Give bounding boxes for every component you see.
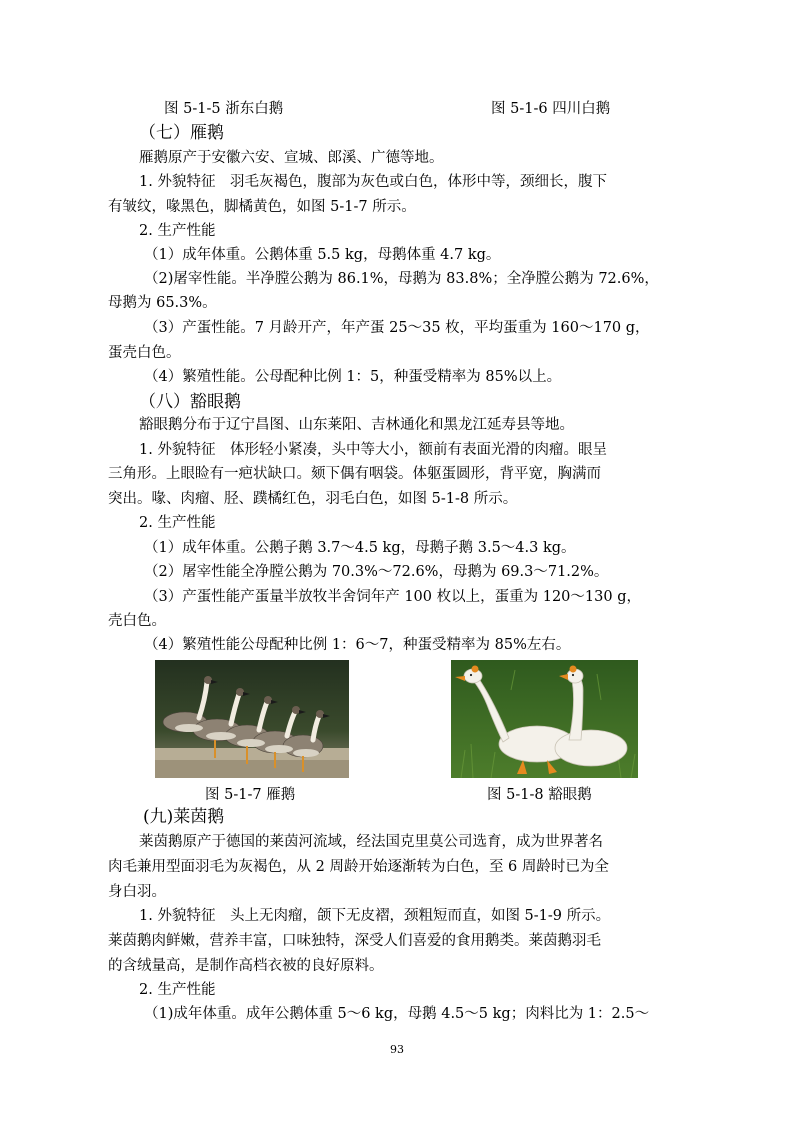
subheading: 2. 生产性能 bbox=[139, 515, 216, 531]
paragraph-line: （2)屠宰性能。半净膛公鹅为 86.1%，母鹅为 83.8%；全净膛公鹅为 72.6%， bbox=[144, 271, 659, 287]
paragraph-line: （2）屠宰性能全净膛公鹅为 70.3%～72.6%，母鹅为 69.3～71.2%。 bbox=[144, 564, 609, 580]
page-number: 93 bbox=[390, 1043, 404, 1056]
subheading: 2. 生产性能 bbox=[139, 223, 216, 239]
paragraph-line: （1）成年体重。公鹅体重 5.5 kg，母鹅体重 4.7 kg。 bbox=[144, 247, 501, 263]
paragraph-line: （4）繁殖性能。公母配种比例 1：5，种蛋受精率为 85%以上。 bbox=[144, 369, 562, 385]
paragraph-line: 莱茵鹅肉鲜嫩，营养丰富，口味独特，深受人们喜爱的食用鹅类。莱茵鹅羽毛 bbox=[108, 933, 601, 949]
section-heading-yan-goose: （七）雁鹅 bbox=[139, 123, 224, 143]
paragraph-line: 母鹅为 65.3%。 bbox=[108, 295, 217, 311]
paragraph-line: 三角形。上眼睑有一疤状缺口。颏下偶有咽袋。体躯蛋圆形，背平宽，胸满而 bbox=[108, 466, 601, 482]
paragraph-line: （3）产蛋性能产蛋量半放牧半舍饲年产 100 枚以上，蛋重为 120～130 g， bbox=[144, 589, 641, 605]
figure-caption-5-1-8: 图 5-1-8 豁眼鹅 bbox=[487, 787, 592, 803]
paragraph-line: 壳白色。 bbox=[108, 613, 166, 629]
section-heading-rhine-goose: (九)莱茵鹅 bbox=[143, 807, 225, 827]
paragraph-line: 蛋壳白色。 bbox=[108, 345, 181, 361]
paragraph-line: 莱茵鹅原产于德国的莱茵河流域，经法国克里莫公司选育，成为世界著名 bbox=[139, 834, 603, 850]
paragraph-line: （4）繁殖性能公母配种比例 1：6～7，种蛋受精率为 85%左右。 bbox=[144, 637, 571, 653]
paragraph-line: 1. 外貌特征 羽毛灰褐色，腹部为灰色或白色，体形中等，颈细长，腹下 bbox=[139, 174, 607, 190]
paragraph-line: 1. 外貌特征 头上无肉瘤，颌下无皮褶，颈粗短而直，如图 5-1-9 所示。 bbox=[139, 908, 611, 924]
paragraph-line: （1）成年体重。公鹅子鹅 3.7～4.5 kg，母鹅子鹅 3.5～4.3 kg。 bbox=[144, 540, 576, 556]
paragraph-line: 豁眼鹅分布于辽宁昌图、山东莱阳、吉林通化和黑龙江延寿县等地。 bbox=[139, 417, 574, 433]
figure-caption-5-1-5: 图 5-1-5 浙东白鹅 bbox=[164, 101, 284, 117]
paragraph-line: 有皱纹，喙黑色，脚橘黄色，如图 5-1-7 所示。 bbox=[108, 199, 416, 215]
figure-caption-5-1-7: 图 5-1-7 雁鹅 bbox=[205, 787, 296, 803]
yan-goose-photo bbox=[155, 660, 349, 778]
paragraph-line: 雁鹅原产于安徽六安、宣城、郎溪、广德等地。 bbox=[139, 150, 444, 166]
paragraph-line: （1)成年体重。成年公鹅体重 5～6 kg，母鹅 4.5～5 kg；肉料比为 1：2.5～ bbox=[144, 1006, 650, 1022]
section-heading-huoyan-goose: （八）豁眼鹅 bbox=[139, 392, 241, 412]
paragraph-line: （3）产蛋性能。7 月龄开产，年产蛋 25～35 枚，平均蛋重为 160～170 g， bbox=[144, 320, 650, 336]
paragraph-line: 肉毛兼用型面羽毛为灰褐色，从 2 周龄开始逐渐转为白色，至 6 周龄时已为全 bbox=[108, 859, 609, 875]
paragraph-line: 的含绒量高，是制作高档衣被的良好原料。 bbox=[108, 958, 384, 974]
figure-caption-5-1-6: 图 5-1-6 四川白鹅 bbox=[491, 101, 611, 117]
paragraph-line: 身白羽。 bbox=[108, 884, 166, 900]
paragraph-line: 突出。喙、肉瘤、胫、蹼橘红色，羽毛白色，如图 5-1-8 所示。 bbox=[108, 491, 518, 507]
huoyan-goose-photo bbox=[451, 660, 638, 778]
subheading: 2. 生产性能 bbox=[139, 982, 216, 998]
paragraph-line: 1. 外貌特征 体形轻小紧凑，头中等大小，额前有表面光滑的肉瘤。眼呈 bbox=[139, 442, 607, 458]
